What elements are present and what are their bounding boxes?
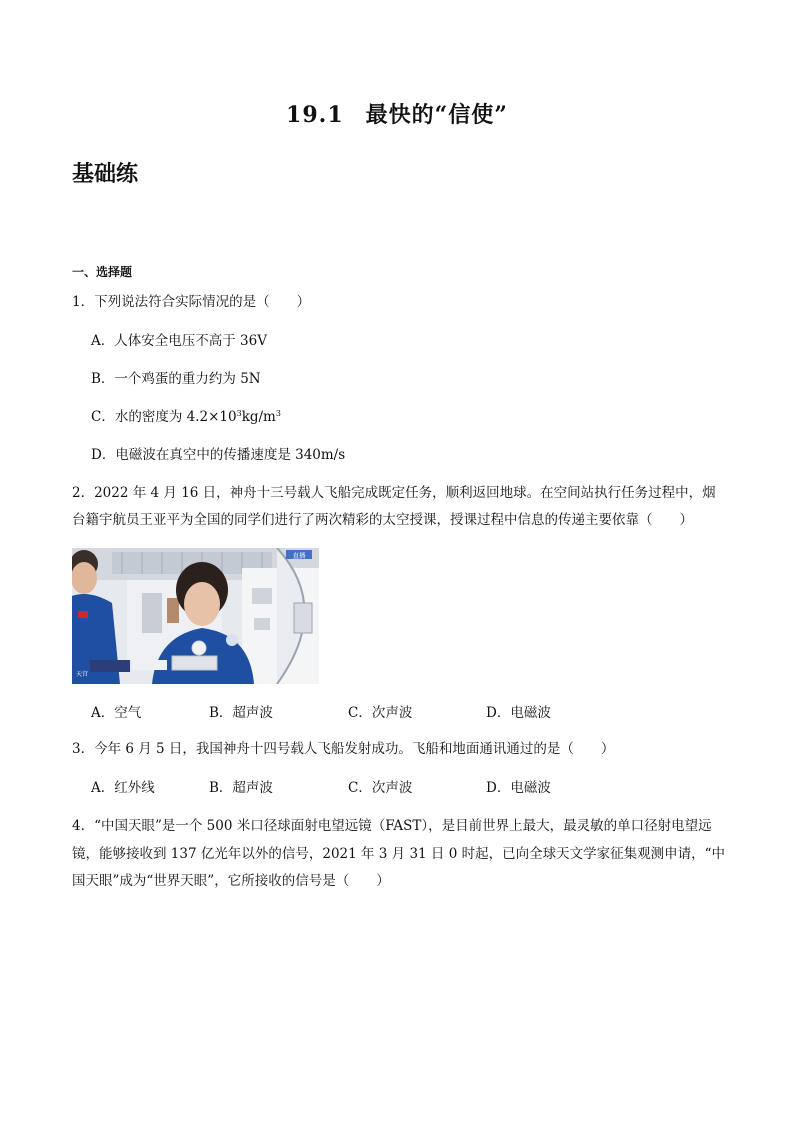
question-2-stem-line-1: 2．2022 年 4 月 16 日，神舟十三号载人飞船完成既定任务，顺利返回地球。在空间站执行任务过程中，烟 (72, 485, 716, 501)
question-3-option-b: B．超声波 (209, 780, 273, 796)
question-2-stem-line-2: 台籍宇航员王亚平为全国的同学们进行了两次精彩的太空授课，授课过程中信息的传递主要依靠（ ） (72, 512, 693, 528)
question-3-option-c: C．次声波 (348, 780, 413, 796)
question-3-stem: 3．今年 6 月 5 日，我国神舟十四号载人飞船发射成功。飞船和地面通讯通过的是（ ） (72, 741, 615, 757)
photo-label-station: 天宫 (76, 671, 89, 678)
question-1-option-b: B．一个鸡蛋的重力约为 5N (91, 371, 261, 387)
question-2-option-c: C．次声波 (348, 705, 413, 721)
question-type-label: 一、选择题 (72, 265, 133, 279)
question-2-option-a: A．空气 (91, 705, 142, 721)
question-4-stem-line-2: 镜，能够接收到 137 亿光年以外的信号，2021 年 3 月 31 日 0 时起，已向全球天文学家征集观测申请，“中 (72, 846, 726, 862)
question-3-option-d: D．电磁波 (486, 780, 551, 796)
section-heading: 基础练 (72, 162, 139, 187)
space-station-photo (72, 548, 319, 684)
question-1-option-d: D．电磁波在真空中的传播速度是 340m/s (91, 447, 346, 463)
photo-label-live: 直播 (292, 551, 306, 560)
question-3-option-a: A．红外线 (91, 780, 155, 796)
title-text: 最快的“信使” (365, 102, 508, 128)
question-2-option-b: B．超声波 (209, 705, 273, 721)
question-4-stem-line-3: 国天眼”成为“世界天眼”，它所接收的信号是（ ） (72, 873, 390, 889)
question-1-stem: 1．下列说法符合实际情况的是（ ） (72, 294, 311, 310)
question-4-stem-line-1: 4．“中国天眼”是一个 500 米口径球面射电望远镜（FAST），是目前世界上最大，最灵敏的单口径射电望远 (72, 818, 712, 834)
page-title (0, 98, 794, 129)
question-1-option-a: A．人体安全电压不高于 36V (91, 333, 267, 349)
question-1-option-c: C．水的密度为 $4.2\times 10^3kg/m^3$ (91, 409, 281, 425)
title-number: 19.1 (286, 102, 344, 128)
question-2-option-d: D．电磁波 (486, 705, 551, 721)
